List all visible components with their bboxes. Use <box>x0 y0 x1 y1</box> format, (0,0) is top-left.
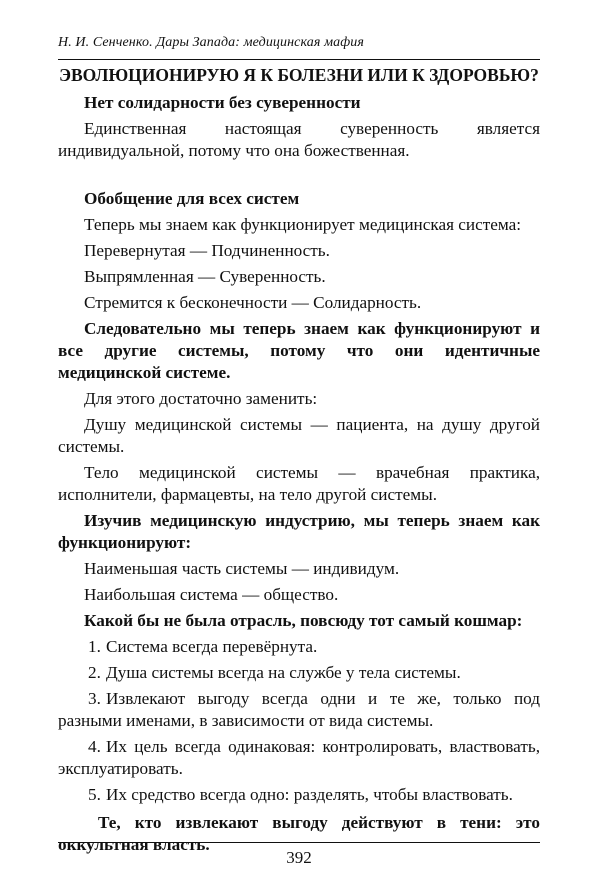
book-page <box>58 0 540 893</box>
list-item <box>58 636 540 658</box>
page-number: 392 <box>286 848 312 867</box>
page-content <box>58 64 540 856</box>
list-item-text: Система всегда перевёрнута. <box>106 637 318 656</box>
paragraph-intro: Теперь мы знаем как функционирует медицинская система: <box>84 215 522 234</box>
line-straightened: Выпрямленная — Суверенность. <box>84 267 326 286</box>
section-heading-solidarity: Нет солидарности без суверенности <box>84 93 361 112</box>
header-rule <box>58 59 540 60</box>
paragraph-replace-body: Тело медицинской системы — врачебная практика, исполнители, фармацевты, на тело другой системы. <box>58 463 540 504</box>
line-infinity: Стремится к бесконечности — Солидарность. <box>84 293 422 312</box>
list-item-number: 5. <box>88 785 101 804</box>
line-smallest: Наименьшая часть системы — индивидум. <box>84 559 400 578</box>
list-item-text: Их цель всегда одинаковая: контролировать, властвовать, эксплуатировать. <box>58 737 540 778</box>
list-item-number: 1. <box>88 637 101 656</box>
list-item-text: Душа системы всегда на службе у тела системы. <box>106 663 461 682</box>
list-item-number: 3. <box>88 689 101 708</box>
paragraph-replace-intro: Для этого достаточно заменить: <box>84 389 318 408</box>
line-largest: Наибольшая система — общество. <box>84 585 339 604</box>
line-inverted: Перевернутая — Подчиненность. <box>84 241 330 260</box>
paragraph-study: Изучив медицинскую индустрию, мы теперь знаем как функционируют: <box>58 511 540 552</box>
list-item-text: Извлекают выгоду всегда одни и те же, только под разными именами, в зависимости от вида системы. <box>58 689 540 730</box>
list-item <box>58 736 540 780</box>
paragraph-conclusion: Следовательно мы теперь знаем как функционируют и все другие системы, потому что они идентичные медицинской системе. <box>58 319 540 382</box>
list-item <box>58 784 540 806</box>
paragraph-nightmare: Какой бы не была отрасль, повсюду тот самый кошмар: <box>84 611 523 630</box>
paragraph-replace-soul: Душу медицинской системы — пациента, на душу другой системы. <box>58 415 540 456</box>
running-head: Н. И. Сенченко. Дары Запада: медицинская мафия <box>58 35 364 50</box>
list-item <box>58 662 540 684</box>
section-heading-generalization: Обобщение для всех систем <box>84 189 300 208</box>
chapter-title: ЭВОЛЮЦИОНИРУЮ Я К БОЛЕЗНИ ИЛИ К ЗДОРОВЬЮ? <box>59 65 539 85</box>
list-item-number: 4. <box>88 737 101 756</box>
list-item-number: 2. <box>88 663 101 682</box>
list-item <box>58 688 540 732</box>
footer-rule <box>58 842 540 843</box>
paragraph-sovereignty: Единственная настоящая суверенность является индивидуальной, потому что она божественная. <box>58 119 540 160</box>
list-item-text: Их средство всегда одно: разделять, чтобы властвовать. <box>106 785 513 804</box>
paragraph-final: Те, кто извлекают выгоду действуют в тени: это оккультная власть. <box>58 813 540 854</box>
